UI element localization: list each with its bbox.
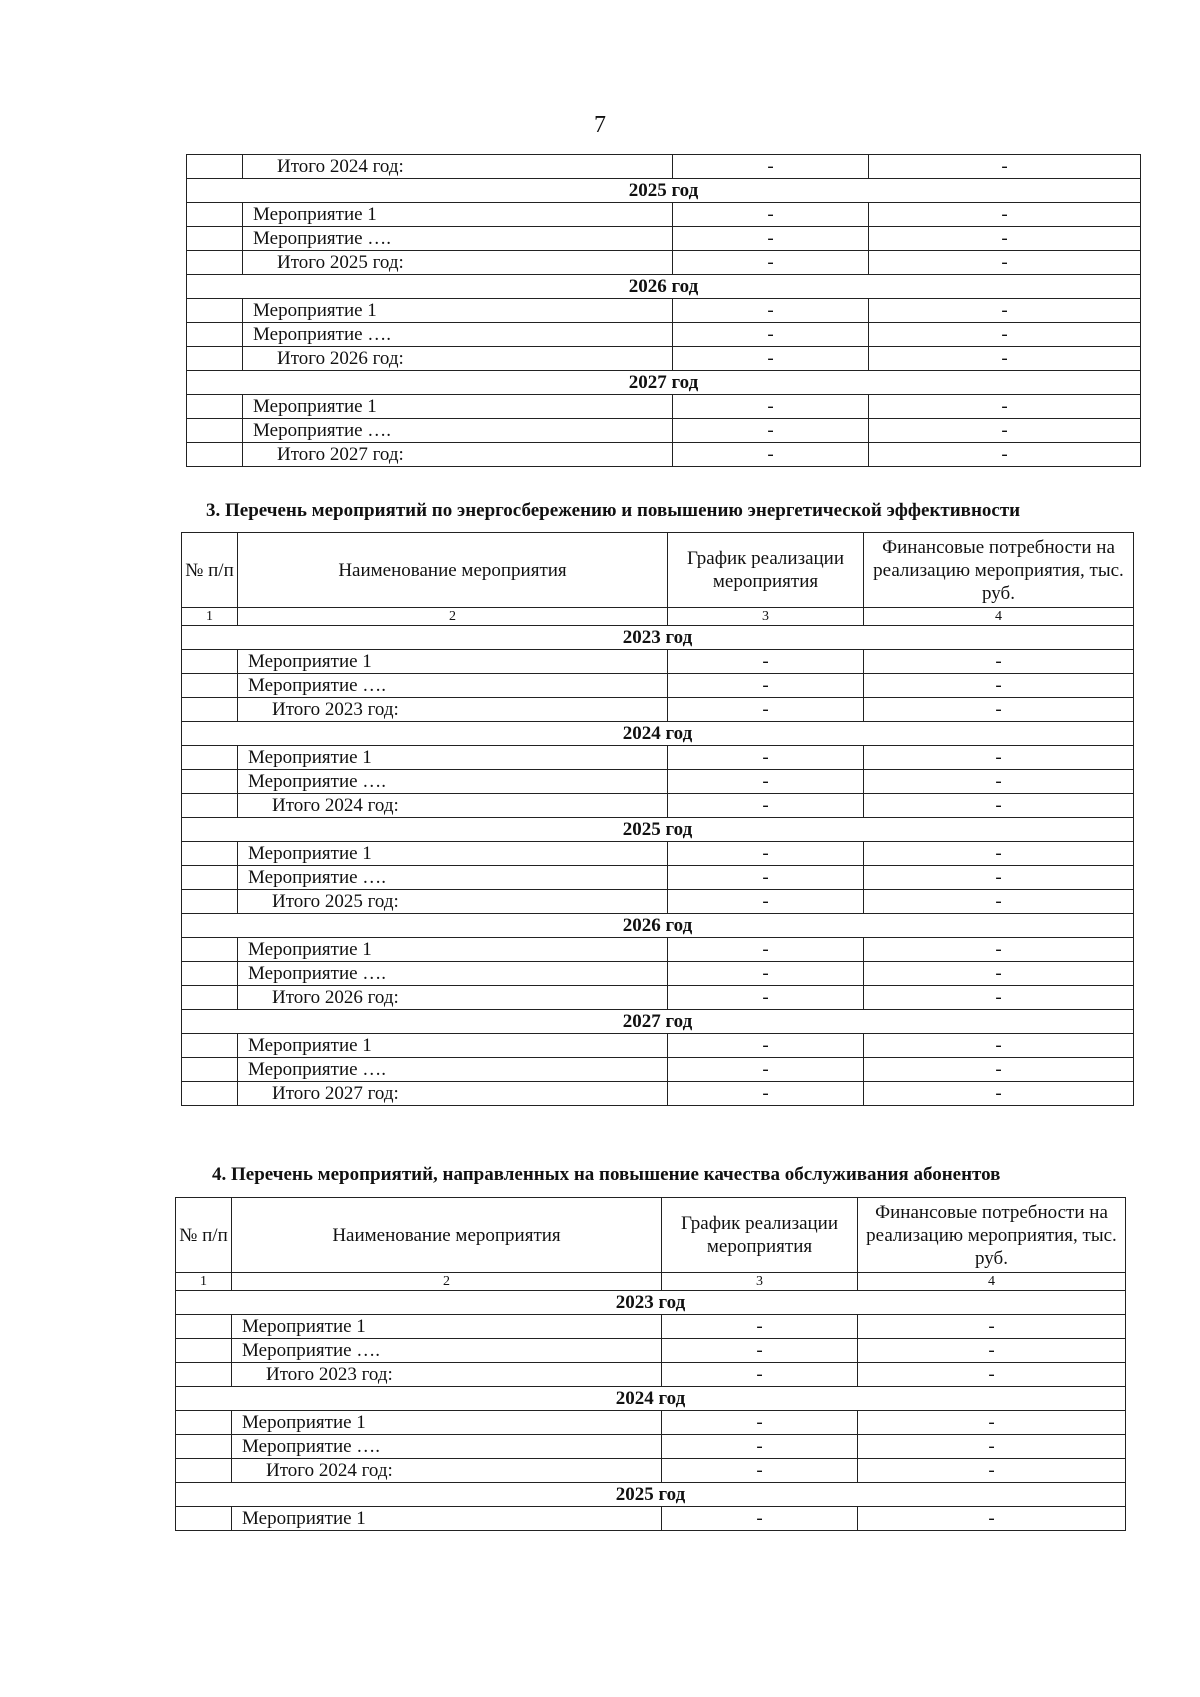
finance-value: - <box>864 890 1134 914</box>
table-row <box>176 1435 1126 1459</box>
row-number <box>176 1339 232 1363</box>
finance-value: - <box>858 1363 1126 1387</box>
row-number <box>182 650 238 674</box>
activity-name: Итого 2027 год: <box>238 1082 668 1106</box>
finance-value: - <box>869 395 1141 419</box>
table-row <box>187 299 1141 323</box>
activity-name: Мероприятие …. <box>238 1058 668 1082</box>
finance-value: - <box>858 1339 1126 1363</box>
schedule-value: - <box>673 419 869 443</box>
row-number <box>187 323 243 347</box>
row-number <box>176 1435 232 1459</box>
row-number <box>187 299 243 323</box>
schedule-value: - <box>668 698 864 722</box>
schedule-value: - <box>673 395 869 419</box>
finance-value: - <box>858 1459 1126 1483</box>
finance-value: - <box>864 674 1134 698</box>
finance-value: - <box>864 1082 1134 1106</box>
activity-name: Мероприятие …. <box>238 770 668 794</box>
finance-value: - <box>864 1034 1134 1058</box>
activity-name: Мероприятие 1 <box>243 203 673 227</box>
index-cell: 3 <box>668 608 864 626</box>
table-continued <box>186 154 1141 467</box>
year-label: 2023 год <box>176 1291 1126 1315</box>
finance-value: - <box>864 842 1134 866</box>
row-number <box>176 1363 232 1387</box>
row-number <box>187 395 243 419</box>
schedule-value: - <box>668 986 864 1010</box>
schedule-value: - <box>673 323 869 347</box>
finance-value: - <box>864 794 1134 818</box>
finance-value: - <box>858 1411 1126 1435</box>
total-row <box>176 1459 1126 1483</box>
year-row <box>187 275 1141 299</box>
finance-value: - <box>869 251 1141 275</box>
schedule-value: - <box>662 1315 858 1339</box>
activity-name: Мероприятие …. <box>238 866 668 890</box>
year-row <box>182 626 1134 650</box>
schedule-value: - <box>668 890 864 914</box>
page-number: 7 <box>594 112 606 138</box>
activity-name: Мероприятие …. <box>232 1435 662 1459</box>
activity-name: Итого 2025 год: <box>238 890 668 914</box>
activity-name: Мероприятие 1 <box>238 842 668 866</box>
activity-name: Мероприятие 1 <box>232 1507 662 1531</box>
table-row <box>176 1411 1126 1435</box>
year-label: 2025 год <box>182 818 1134 842</box>
activity-name: Итого 2026 год: <box>243 347 673 371</box>
schedule-value: - <box>662 1363 858 1387</box>
year-label: 2025 год <box>187 179 1141 203</box>
total-row <box>182 794 1134 818</box>
finance-value: - <box>869 347 1141 371</box>
row-number <box>187 227 243 251</box>
row-number <box>182 770 238 794</box>
table-index-row <box>182 608 1134 626</box>
year-row <box>182 818 1134 842</box>
year-label: 2024 год <box>176 1387 1126 1411</box>
table-row <box>187 419 1141 443</box>
schedule-value: - <box>673 251 869 275</box>
activity-name: Мероприятие 1 <box>238 746 668 770</box>
header-schedule: График реализации мероприятия <box>662 1198 858 1273</box>
schedule-value: - <box>673 155 869 179</box>
index-cell: 1 <box>182 608 238 626</box>
table-row <box>182 962 1134 986</box>
schedule-value: - <box>668 938 864 962</box>
row-number <box>187 155 243 179</box>
activity-name: Итого 2026 год: <box>238 986 668 1010</box>
total-row <box>187 251 1141 275</box>
index-cell: 1 <box>176 1273 232 1291</box>
activity-name: Итого 2023 год: <box>238 698 668 722</box>
finance-value: - <box>864 866 1134 890</box>
total-row <box>187 443 1141 467</box>
row-number <box>182 866 238 890</box>
schedule-value: - <box>668 962 864 986</box>
year-row <box>187 371 1141 395</box>
year-label: 2024 год <box>182 722 1134 746</box>
schedule-value: - <box>662 1459 858 1483</box>
row-number <box>182 698 238 722</box>
finance-value: - <box>869 323 1141 347</box>
table-row <box>182 938 1134 962</box>
table-section-4 <box>175 1197 1126 1531</box>
year-label: 2027 год <box>187 371 1141 395</box>
finance-value: - <box>869 419 1141 443</box>
finance-value: - <box>864 938 1134 962</box>
schedule-value: - <box>673 347 869 371</box>
activity-name: Мероприятие …. <box>238 962 668 986</box>
finance-value: - <box>864 962 1134 986</box>
section-3-title: 3. Перечень мероприятий по энергосбережению и повышению энергетической эффективности <box>206 500 1021 521</box>
row-number <box>182 674 238 698</box>
finance-value: - <box>869 443 1141 467</box>
schedule-value: - <box>673 299 869 323</box>
row-number <box>182 746 238 770</box>
year-label: 2023 год <box>182 626 1134 650</box>
schedule-value: - <box>662 1435 858 1459</box>
schedule-value: - <box>668 1058 864 1082</box>
index-cell: 4 <box>858 1273 1126 1291</box>
index-cell: 2 <box>232 1273 662 1291</box>
table-row <box>176 1339 1126 1363</box>
index-cell: 4 <box>864 608 1134 626</box>
total-row <box>182 698 1134 722</box>
year-row <box>176 1483 1126 1507</box>
header-num: № п/п <box>182 533 238 608</box>
schedule-value: - <box>668 650 864 674</box>
activity-name: Мероприятие …. <box>232 1339 662 1363</box>
table-row <box>187 203 1141 227</box>
header-finance: Финансовые потребности на реализацию мероприятия, тыс. руб. <box>864 533 1134 608</box>
table-row <box>182 650 1134 674</box>
year-row <box>176 1291 1126 1315</box>
finance-value: - <box>858 1507 1126 1531</box>
total-row <box>187 155 1141 179</box>
finance-value: - <box>869 155 1141 179</box>
schedule-value: - <box>668 866 864 890</box>
table-row <box>187 323 1141 347</box>
total-row <box>182 1082 1134 1106</box>
schedule-value: - <box>668 842 864 866</box>
header-num: № п/п <box>176 1198 232 1273</box>
row-number <box>187 347 243 371</box>
activity-name: Итого 2024 год: <box>243 155 673 179</box>
table-section-3 <box>181 532 1134 1106</box>
table-row <box>187 395 1141 419</box>
table-row <box>182 1058 1134 1082</box>
finance-value: - <box>864 1058 1134 1082</box>
table-header-row <box>176 1198 1126 1273</box>
finance-value: - <box>864 698 1134 722</box>
row-number <box>182 1058 238 1082</box>
finance-value: - <box>869 299 1141 323</box>
row-number <box>182 938 238 962</box>
header-name: Наименование мероприятия <box>232 1198 662 1273</box>
schedule-value: - <box>673 227 869 251</box>
activity-name: Мероприятие 1 <box>232 1315 662 1339</box>
activity-name: Мероприятие …. <box>238 674 668 698</box>
year-label: 2026 год <box>182 914 1134 938</box>
row-number <box>187 251 243 275</box>
finance-value: - <box>864 986 1134 1010</box>
activity-name: Мероприятие 1 <box>238 1034 668 1058</box>
table-row <box>182 770 1134 794</box>
activity-name: Мероприятие …. <box>243 323 673 347</box>
row-number <box>182 842 238 866</box>
row-number <box>176 1507 232 1531</box>
activity-name: Мероприятие …. <box>243 227 673 251</box>
table-row <box>176 1507 1126 1531</box>
table-row <box>182 674 1134 698</box>
row-number <box>182 794 238 818</box>
year-label: 2027 год <box>182 1010 1134 1034</box>
year-row <box>187 179 1141 203</box>
table-row <box>182 866 1134 890</box>
finance-value: - <box>858 1435 1126 1459</box>
table-row <box>182 1034 1134 1058</box>
schedule-value: - <box>668 770 864 794</box>
activity-name: Мероприятие 1 <box>243 395 673 419</box>
table-header-row <box>182 533 1134 608</box>
header-finance: Финансовые потребности на реализацию мероприятия, тыс. руб. <box>858 1198 1126 1273</box>
table-row <box>187 227 1141 251</box>
year-row <box>176 1387 1126 1411</box>
finance-value: - <box>858 1315 1126 1339</box>
year-label: 2025 год <box>176 1483 1126 1507</box>
schedule-value: - <box>668 1082 864 1106</box>
index-cell: 3 <box>662 1273 858 1291</box>
schedule-value: - <box>673 443 869 467</box>
table-index-row <box>176 1273 1126 1291</box>
row-number <box>182 1082 238 1106</box>
index-cell: 2 <box>238 608 668 626</box>
total-row <box>182 890 1134 914</box>
finance-value: - <box>869 227 1141 251</box>
row-number <box>182 962 238 986</box>
schedule-value: - <box>668 794 864 818</box>
activity-name: Итого 2023 год: <box>232 1363 662 1387</box>
row-number <box>182 890 238 914</box>
header-schedule: График реализации мероприятия <box>668 533 864 608</box>
row-number <box>182 986 238 1010</box>
year-row <box>182 722 1134 746</box>
year-label: 2026 год <box>187 275 1141 299</box>
table-row <box>182 746 1134 770</box>
activity-name: Мероприятие 1 <box>238 650 668 674</box>
row-number <box>187 203 243 227</box>
schedule-value: - <box>662 1339 858 1363</box>
schedule-value: - <box>662 1411 858 1435</box>
schedule-value: - <box>662 1507 858 1531</box>
activity-name: Итого 2024 год: <box>238 794 668 818</box>
finance-value: - <box>869 203 1141 227</box>
row-number <box>176 1459 232 1483</box>
finance-value: - <box>864 746 1134 770</box>
table-row <box>176 1315 1126 1339</box>
schedule-value: - <box>668 1034 864 1058</box>
schedule-value: - <box>668 746 864 770</box>
activity-name: Итого 2025 год: <box>243 251 673 275</box>
schedule-value: - <box>668 674 864 698</box>
row-number <box>187 419 243 443</box>
finance-value: - <box>864 770 1134 794</box>
header-name: Наименование мероприятия <box>238 533 668 608</box>
activity-name: Мероприятие 1 <box>238 938 668 962</box>
total-row <box>176 1363 1126 1387</box>
row-number <box>182 1034 238 1058</box>
row-number <box>187 443 243 467</box>
activity-name: Мероприятие 1 <box>243 299 673 323</box>
row-number <box>176 1315 232 1339</box>
activity-name: Мероприятие 1 <box>232 1411 662 1435</box>
total-row <box>182 986 1134 1010</box>
activity-name: Мероприятие …. <box>243 419 673 443</box>
year-row <box>182 1010 1134 1034</box>
table-row <box>182 842 1134 866</box>
year-row <box>182 914 1134 938</box>
schedule-value: - <box>673 203 869 227</box>
activity-name: Итого 2024 год: <box>232 1459 662 1483</box>
total-row <box>187 347 1141 371</box>
row-number <box>176 1411 232 1435</box>
activity-name: Итого 2027 год: <box>243 443 673 467</box>
section-4-title: 4. Перечень мероприятий, направленных на повышение качества обслуживания абонентов <box>212 1164 1001 1185</box>
finance-value: - <box>864 650 1134 674</box>
